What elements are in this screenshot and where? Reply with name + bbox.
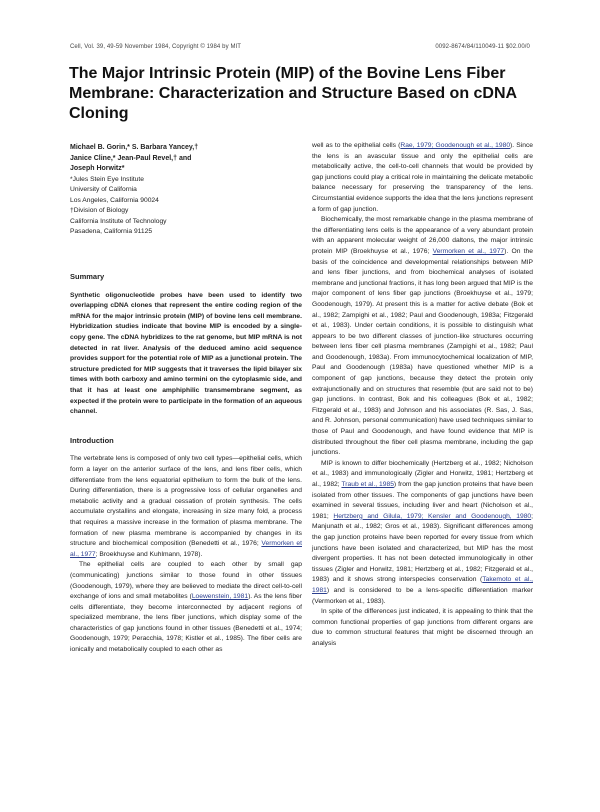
citation-link[interactable]: Traub et al., 1985 [341, 481, 394, 488]
body-paragraph [312, 141, 533, 215]
citation-link[interactable]: Hertzberg and Gilula, 1979; Kensler and Goodenough, 1980 [333, 512, 532, 520]
affiliation-line: Pasadena, California 91125 [70, 228, 153, 236]
text-run: well as to the epithelial cells ( [312, 142, 401, 149]
affiliation-line: *Jules Stein Eye Institute [70, 175, 144, 183]
summary-heading: Summary [70, 272, 105, 282]
text-run: The epithelial cells are coupled to each other by small gap (communicating) junctions similar to those found in other tissues (Goodenough, 1979), where they are believed to mediate the direct cell-to-cell exchange of ions and small metabolites ( [70, 561, 302, 601]
citation-link[interactable]: Vermorken et al., 1977 [70, 540, 302, 558]
affiliation-line: University of California [70, 186, 137, 194]
author-line: Joseph Horwitz* [70, 165, 125, 172]
text-run: ; Broekhuyse and Kuhlmann, 1978). [95, 550, 203, 558]
text-run: ) from the gap junction proteins that have been isolated from other tissues. The components of gap junctions have been examined in several tissues, including liver and heart (Nicholson et al., 1981; [312, 481, 533, 520]
body-paragraph: In spite of the differences just indicated, it is appealing to think that the common functional properties of gap junctions from different organs are due to common structural features that might be discerned through an analysis [312, 608, 533, 647]
text-run: MIP is known to differ biochemically (Hertzberg et al., 1982; Nicholson et al., 1983) and immunologically (Zigler and Horwitz, 1981; Hertzberg et al., 1982; [312, 459, 533, 488]
intro-paragraph [70, 560, 302, 655]
running-head-left: Cell, Vol. 39, 49-59 November 1984, Copyright © 1984 by MIT [70, 44, 242, 50]
citation-link[interactable]: Loewenstein, 1981 [191, 593, 249, 601]
body-paragraph [312, 215, 533, 459]
affiliation-line: †Division of Biology [70, 207, 129, 215]
author-line: Michael B. Gorin,* S. Barbara Yancey,† [70, 144, 199, 151]
introduction-heading: Introduction [70, 435, 114, 445]
running-head-right: 0092-8674/84/110049-11 $02.00/0 [435, 44, 530, 50]
text-run: ). Since the lens is an avascular tissue and only the epithelial cells are metabolically active, the cell-to-cell channels that would be provided by gap junctions could play a critical role in maintaining the delicate metabolic balance necessary for preserving the transparency of the lens. Circumstantial evidence supports the idea that the lens junctions represent a form of gap junction. [312, 142, 534, 213]
author-line: Janice Cline,* Jean-Paul Revel,† and [70, 154, 192, 162]
citation-link[interactable]: Rae, 1979; Goodenough et al., 1980 [400, 142, 511, 149]
body-paragraph [312, 459, 533, 607]
citation-link[interactable]: Vermorken et al., 1977 [432, 247, 505, 255]
citation-link[interactable]: Takemoto et al., 1981 [312, 576, 533, 594]
article-title: The Major Intrinsic Protein (MIP) of the Bovine Lens Fiber Membrane: Characterization and Structure Based on cDNA Cloning [69, 65, 517, 122]
text-run: The vertebrate lens is composed of only two cell types—epithelial cells, which form a layer on the anterior surface of the lens, and lens fiber cells, which differentiate from the lens equatorial epithelium to form the bulk of the lens. During differentiation, there is a progressive loss of cellular organelles and metabolic activity and a gradual cessation of protein synthesis. The cells accumulate crystallins and elongate, increasing in size many fold, a process that requires a massive increase in the formation of plasma membrane. The formation of new plasma membrane is accompanied by changes in its structure and biochemical composition (Benedetti et al., 1976; [70, 455, 302, 548]
text-run: ) and is considered to be a lens-specific differentiation marker (Vermorken et al., 1983). [312, 586, 533, 605]
affiliation-line: California Institute of Technology [70, 217, 167, 225]
text-run: Biochemically, the most remarkable change in the plasma membrane of the differentiating lens cells is the appearance of a very abundant protein with an apparent molecular weight of 26,000 daltons, the major intrinsic protein MIP (Broekhuyse et al., 1976; [312, 216, 533, 255]
text-run: ). On the basis of the coincidence and developmental relationships between MIP and lens fiber junctions, and from biochemical analyses of isolated membrane and junctional fractions, it has long been argued that MIP is the major component of lens fiber gap junctions (Broekhuyse et al., 1979; Goodenough, 1979). At present this is a matter for active debate (Bok et al., 1982; Zampighi et al., 1982; Paul and Goodenough, 1983a; Fitzgerald et al., 1983). Under certain conditions, it is possible to distinguish what appears to be two different classes of junction-like structures occurring between lens fiber cell plasma membranes (Zampighi et al., 1982; Paul and Goodenough, 1983a). From immunocytochemical localization of MIP, Paul and Goodenough (1983a) have questioned whether MIP is a component of gap junctions, because they detect the protein only extrajunctionally and on structures that resemble (but are said not to be) gap junctions. In contrast, Bok and his colleagues (Bok et al., 1982; Fitzgerald et al., 1983) and Johnson and his associates (R. Sas, J. Sas, and R. Johnson, personal communication) have used techniques similar to those of Paul and Goodenough, and have found evidence that MIP is distributed throughout the fiber cell plasma membrane, including the gap junctions. [312, 247, 533, 457]
authors [70, 143, 302, 175]
summary-text: Synthetic oligonucleotide probes have been used to identify two overlapping cDNA clones that represent the entire coding region of the mRNA for the major intrinsic protein (MIP) of bovine lens cell membrane. Hybridization studies indicate that bovine MIP is encoded by a single-copy gene. The cDNA hybridizes to the rat genome, but MIP mRNA is not detected in rat liver. Analysis of the deduced amino acid sequence provides support for the potential role of MIP as a junctional protein. The structure predicted for MIP suggests that it traverses the lipid bilayer six times with both carboxy and amino termini on the cytoplasmic side, and that it has at least one amphiphilic transmembrane segment, as expected if the protein were to participate in the formation of an aqueous channel. [70, 291, 302, 416]
text-run: ). As the lens fiber cells differentiate, they become interconnected by adjacent regions of specialized membrane, the lens fiber junctions, which display some of the characteristics of gap junctions found in other tissues (Benedetti et al., 1974; Goodenough, 1979; Peracchia, 1978; Kistler et al., 1985). The fiber cells are ionically and metabolically coupled to each other as [70, 593, 302, 654]
affiliation-line: Los Angeles, California 90024 [70, 196, 159, 204]
right-column [312, 141, 533, 650]
affiliations [70, 175, 302, 239]
text-run: ; Manjunath et al., 1982; Gros et al., 1983). Significant differences among the gap junction proteins have been reported for every tissue from which junctions have been isolated and characterized, but MIP has the most divergent properties. It has not been detected immunologically in other tissues (Zigler and Horwitz, 1981; Hertzberg et al., 1982; Fitzgerald et al., 1983) and it shows strong interspecies conservation ( [312, 512, 533, 584]
left-column [70, 143, 302, 656]
intro-paragraph [70, 454, 302, 560]
